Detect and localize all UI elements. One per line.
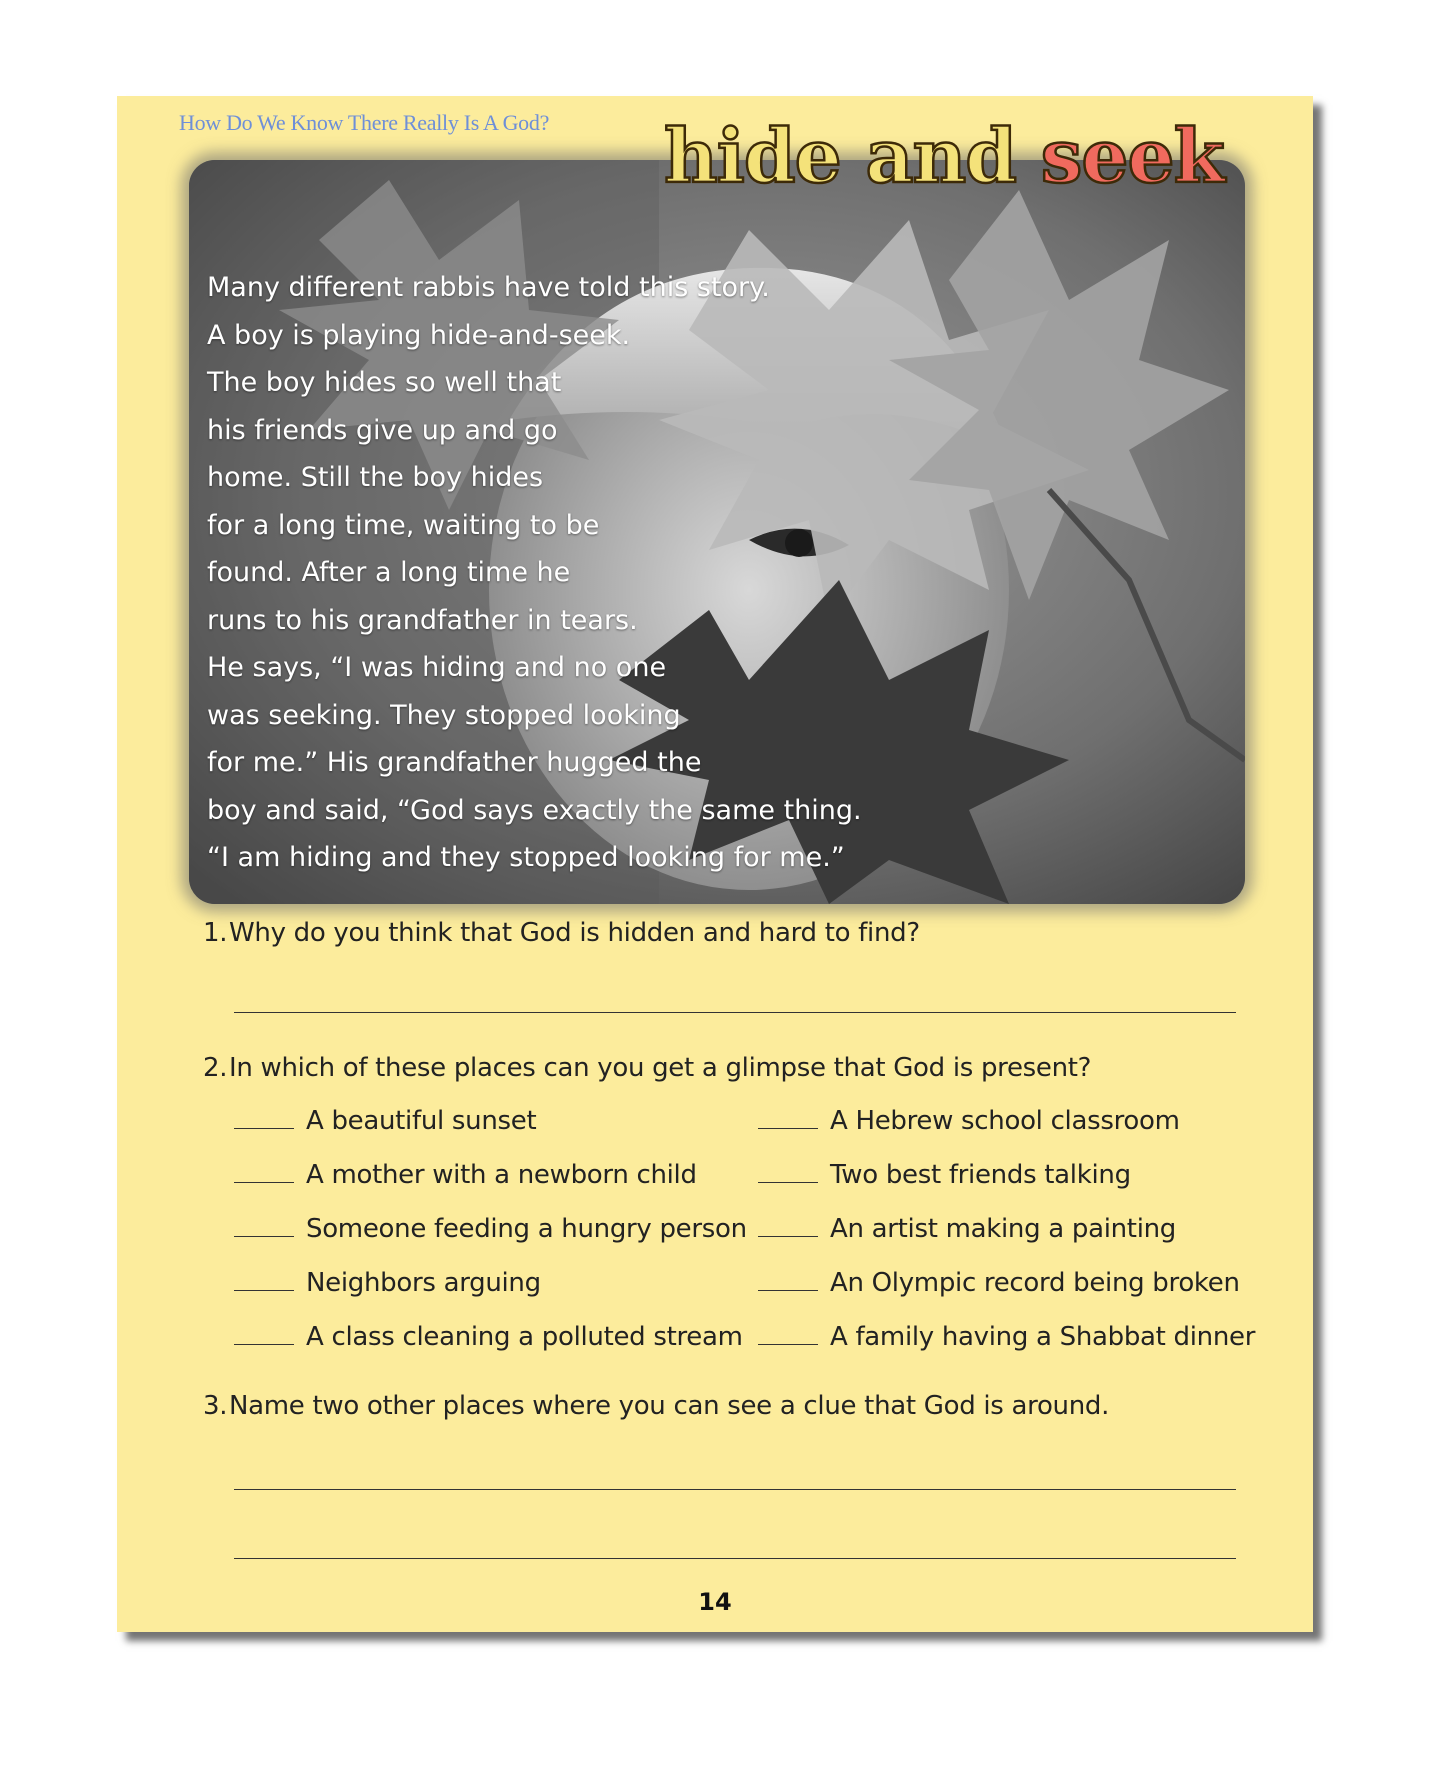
option-right-1: [758, 1106, 1180, 1136]
option-label: A class cleaning a polluted stream: [306, 1322, 743, 1352]
option-right-5: [758, 1322, 1255, 1352]
option-label: Two best friends talking: [830, 1160, 1131, 1190]
question-2: [203, 1053, 1091, 1083]
option-label: A beautiful sunset: [306, 1106, 537, 1136]
running-head: How Do We Know There Really Is A God?: [179, 110, 550, 135]
option-right-3: [758, 1214, 1176, 1244]
answer-line-q3-1[interactable]: [234, 1489, 1236, 1490]
option-left-3: [234, 1214, 747, 1244]
answer-line-q3-2[interactable]: [234, 1558, 1236, 1559]
answer-line-q1[interactable]: [234, 1012, 1236, 1013]
option-blank[interactable]: [234, 1181, 294, 1183]
option-label: An artist making a painting: [830, 1214, 1176, 1244]
story-text: Many different rabbis have told this story. A boy is playing hide-and-seek. The boy hides so well that his friends give up and go home. Still the boy hides for a long time, waiting to be found. After a long time he runs to his grandfather in tears. He says, “I was hiding and no one was seeking. They stopped looking for me.” His grandfather hugged the boy and said, “God says exactly the same thing. “I am hiding and they stopped looking for me.”: [207, 272, 862, 873]
option-label: A mother with a newborn child: [306, 1160, 697, 1190]
option-blank[interactable]: [234, 1235, 294, 1237]
option-label: A Hebrew school classroom: [830, 1106, 1180, 1136]
title-word-seek: seek: [1040, 114, 1224, 200]
option-left-1: [234, 1106, 536, 1136]
option-left-2: [234, 1160, 697, 1190]
option-right-4: [758, 1268, 1240, 1298]
question-1: [203, 918, 920, 948]
option-blank[interactable]: [234, 1343, 294, 1345]
option-left-4: [234, 1268, 541, 1298]
option-blank[interactable]: [758, 1127, 818, 1129]
option-label: An Olympic record being broken: [830, 1268, 1240, 1298]
title-word-hide-and: hide and: [664, 114, 1016, 200]
question-2-number: 2.: [203, 1053, 228, 1083]
option-right-2: [758, 1160, 1131, 1190]
question-2-text: In which of these places can you get a glimpse that God is present?: [229, 1053, 1092, 1083]
question-3-text: Name two other places where you can see a clue that God is around.: [229, 1391, 1110, 1421]
page-number: 14: [698, 1588, 732, 1616]
story-photo-panel: [189, 160, 1245, 904]
question-1-number: 1.: [203, 918, 228, 948]
question-1-text: Why do you think that God is hidden and hard to find?: [229, 918, 920, 948]
option-blank[interactable]: [758, 1289, 818, 1291]
option-blank[interactable]: [758, 1235, 818, 1237]
question-3: [203, 1391, 1109, 1421]
option-label: Neighbors arguing: [306, 1268, 541, 1298]
option-left-5: [234, 1322, 743, 1352]
page-title: [664, 114, 1224, 200]
option-blank[interactable]: [758, 1343, 818, 1345]
option-blank[interactable]: [234, 1289, 294, 1291]
option-blank[interactable]: [234, 1127, 294, 1129]
option-label: A family having a Shabbat dinner: [830, 1322, 1256, 1352]
worksheet-page: [117, 96, 1313, 1632]
question-3-number: 3.: [203, 1391, 228, 1421]
option-label: Someone feeding a hungry person: [306, 1214, 747, 1244]
option-blank[interactable]: [758, 1181, 818, 1183]
